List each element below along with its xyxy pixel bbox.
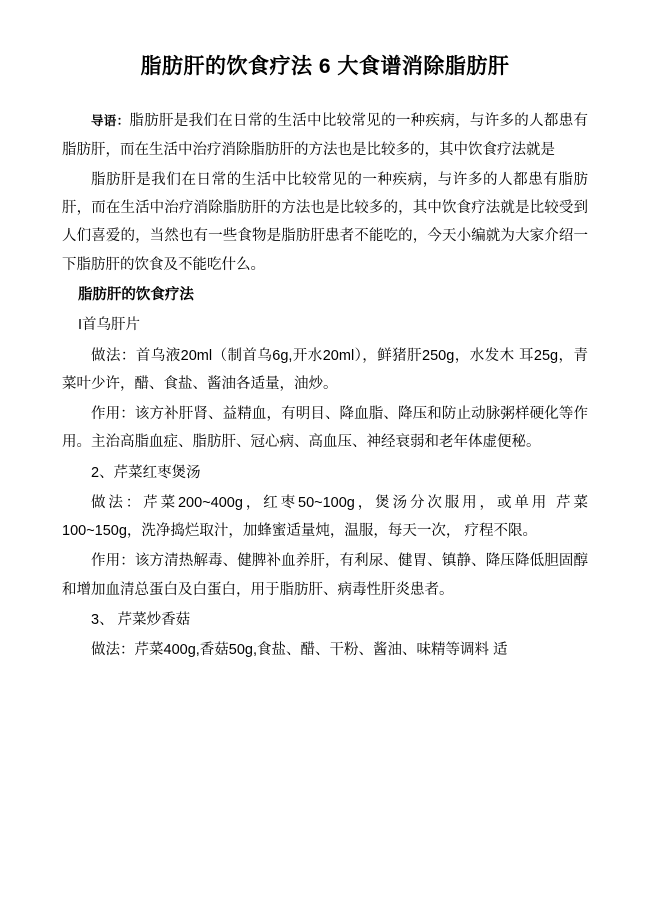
recipe-1-method: 做法：首乌液20ml（制首乌6g,开水20ml），鲜猪肝250g，水发木 耳25g，青菜叶少许，醋、食盐、酱油各适量，油炒。 [62,347,588,392]
recipe-2-effect: 作用：该方清热解毒、健脾补血养肝，有利尿、健胃、镇静、降压降低胆固醇和增加血清总蛋白及白蛋白，用于脂肪肝、病毒性肝炎患者。 [62,553,588,598]
intro-paragraph: 脂肪肝是我们在日常的生活中比较常见的一种疾病，与许多的人都患有脂肪肝，而在生活中治疗消除脂肪肝的方法也是比较多的，其中饮食疗法就是比较受到人们喜爱的，当然也有一些食物是脂肪肝患者不能吃的，今天小编就为大家介绍一下脂肪肝的饮食及不能吃什么。 [62,171,588,273]
recipe-2-method: 做法：芹菜200~400g，红枣50~100g，煲汤分次服用，或单用 芹菜100~150g，洗净捣烂取汁，加蜂蜜适量炖，温服，每天一次， 疗程不限。 [62,494,588,540]
page-title: 脂肪肝的饮食疗法 6 大食谱消除脂肪肝 [140,55,510,78]
recipe-3-name: 3、 芹菜炒香菇 [91,611,191,628]
lead-text: 脂肪肝是我们在日常的生活中比较常见的一种疾病，与许多的人都患有脂肪肝，而在生活中治疗消除脂肪肝的方法也是比较多的，其中饮食疗法就是 [62,113,588,158]
recipe-2-name: 2、芹菜红枣煲汤 [91,464,201,481]
recipe-3-method: 做法：芹菜400g,香菇50g,食盐、醋、干粉、酱油、味精等调料 适 [91,642,508,659]
section-heading: 脂肪肝的饮食疗法 [77,286,194,303]
lead-paragraph [62,107,588,164]
recipe-1-effect: 作用：该方补肝肾、益精血，有明目、降血脂、降压和防止动脉粥样硬化等作用。主治高脂血症、脂肪肝、冠心病、高血压、神经衰弱和老年体虚便秘。 [62,406,588,451]
lead-label: 导语： [91,114,130,129]
recipe-1-name: I首乌肝片 [77,317,140,334]
